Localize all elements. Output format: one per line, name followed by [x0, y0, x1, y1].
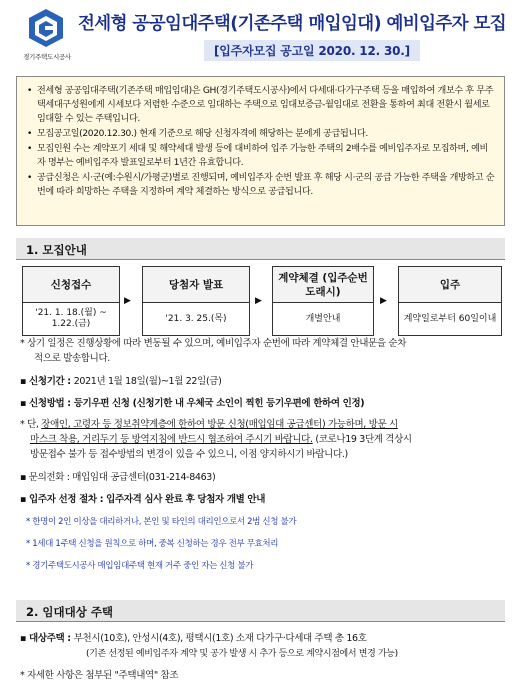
step-value: 개별안내 [305, 313, 341, 324]
restriction-note: * 한명이 2인 이상을 대리하거나, 본인 및 타인의 대리인으로서 2범 신청 불가 [26, 517, 297, 527]
visit-note-underlined: 장애인, 고령자 등 정보취약계층에 한하여 방문 신청(매입임대 공급센터) 가능하며, 방문 시 [41, 419, 398, 430]
gh-logo-icon [28, 8, 64, 48]
intro-item: • 모집인원 수는 계약포기 세대 및 해약세대 발생 등에 대비하여 입주 가능한 주택의 2배수를 예비입주자로 모집하며, 예비자 명부는 예비입주자 발표일로부터 1년간 유효합니다. [25, 142, 496, 170]
application-method [20, 396, 510, 411]
visit-note [20, 417, 510, 432]
page-header [8, 6, 516, 68]
step-contract [272, 266, 374, 336]
intro-item: • 모집공고일(2020.12.30.) 현재 기준으로 해당 신청자격에 해당하는 분에게 공급됩니다. [25, 127, 496, 141]
application-period [20, 374, 510, 389]
schedule-note-cont: 적으로 발송합니다. [34, 353, 110, 364]
announcement-date: [입주자모집 공고일 2020. 12. 30.] [204, 40, 420, 61]
step-value: 계약일로부터 60일이내 [403, 313, 497, 324]
visit-note-cont [30, 432, 520, 447]
visit-note-text: (코로나19 3단계 격상시 [312, 434, 412, 445]
visit-note-underlined: 마스크 착용, 거리두기 등 방역지침에 반드시 협조하여 주시기 바랍니다. [30, 434, 313, 445]
visit-note-prefix: * 단, [20, 419, 42, 430]
restriction-note: * 1세대 1주택 신청을 원칙으로 하며, 중복 신청하는 경우 전부 무효처리 [26, 539, 279, 549]
arrow-right-icon: ▶ [380, 296, 387, 306]
restriction-note: * 경기주택도시공사 매입임대주택 현재 거주 중인 자는 신청 불가 [26, 561, 254, 571]
step-label: 당첨자 발표 [143, 267, 249, 303]
logo-org-name: 경기주택도시공사 [23, 53, 71, 61]
step-application [22, 266, 120, 336]
target-housing [20, 631, 510, 646]
method-value: 등기우편 신청 (신청기한 내 우체국 소인이 찍힌 등기우편에 한하여 인정) [73, 398, 365, 409]
step-value: '21. 1. 18.(월) ~ 1.22.(금) [35, 308, 107, 329]
page-title: 전세형 공공임대주택(기존주택 매입임대) 예비입주자 모집 [78, 14, 507, 34]
intro-item: • 전세형 공공임대주택(기존주택 매입임대)은 GH(경기주택도시공사)에서 다세대·다가구주택 등을 매입하여 개보수 후 무주택세대구성원에게 시세보다 저렴한 수준으로 임대하는 주택으로 임대보증금-월임대로 전환을 통하여 최대 전환시 월세로 임대할 수 있는 주택입니다. [25, 84, 496, 126]
step-label: 계약체결 (입주순번 도래시) [273, 267, 373, 303]
visit-note-cont: 방문접수 불가 등 접수방법의 변경이 있을 수 있으니, 이점 양지하시기 바랍니다.) [30, 449, 348, 460]
section-heading-housing: 2. 임대대상 주택 [16, 600, 505, 622]
period-label: ▪ 신청기간 : [20, 376, 74, 387]
schedule-note: * 상기 일정은 진행상황에 따라 변동될 수 있으며, 예비입주자 순번에 따라 계약체결 안내문을 순차 [20, 338, 407, 349]
period-value: 2021년 1월 18일(월)~1월 22일(금) [73, 376, 222, 387]
target-note: (기존 선정된 예비입주자 계약 및 공가 발생 시 추가 등으로 계약시점에서 변경 가능) [86, 649, 398, 659]
detail-note: * 자세한 사항은 첨부된 "주택내역" 참조 [20, 670, 179, 681]
arrow-right-icon: ▶ [124, 296, 131, 306]
intro-item: • 공급신청은 시·군(예:수원시/가평군)별로 진행되며, 예비입주자 순번 발표 후 해당 시·군의 공급 가능한 주택을 개방하고 순번에 따라 희망하는 주택을 지정하여 계약 체결하는 방식으로 공급됩니다. [25, 171, 496, 199]
selection-procedure: ▪ 입주자 선정 절차 : 입주자격 심사 완료 후 당첨자 개별 안내 [20, 494, 266, 505]
step-winner-announcement [142, 266, 250, 336]
target-value: 부천시(10호), 안성시(4호), 평택시(1호) 소재 다가구·다세대 주택 총 16호 [73, 633, 367, 644]
method-label: ▪ 신청방법 : [20, 398, 74, 409]
arrow-right-icon: ▶ [255, 296, 262, 306]
contact-phone: ▪ 문의전화 : 매입임대 공급센터(031-214-8463) [20, 472, 216, 483]
step-label: 입주 [399, 267, 501, 303]
step-move-in [398, 266, 502, 336]
intro-box [16, 76, 505, 226]
section-heading-recruitment: 1. 모집안내 [16, 238, 505, 260]
gh-logo [18, 8, 74, 66]
target-label: ▪ 대상주택 : [20, 633, 74, 644]
step-value: '21. 3. 25.(목) [165, 313, 227, 324]
step-label: 신청접수 [23, 267, 119, 303]
